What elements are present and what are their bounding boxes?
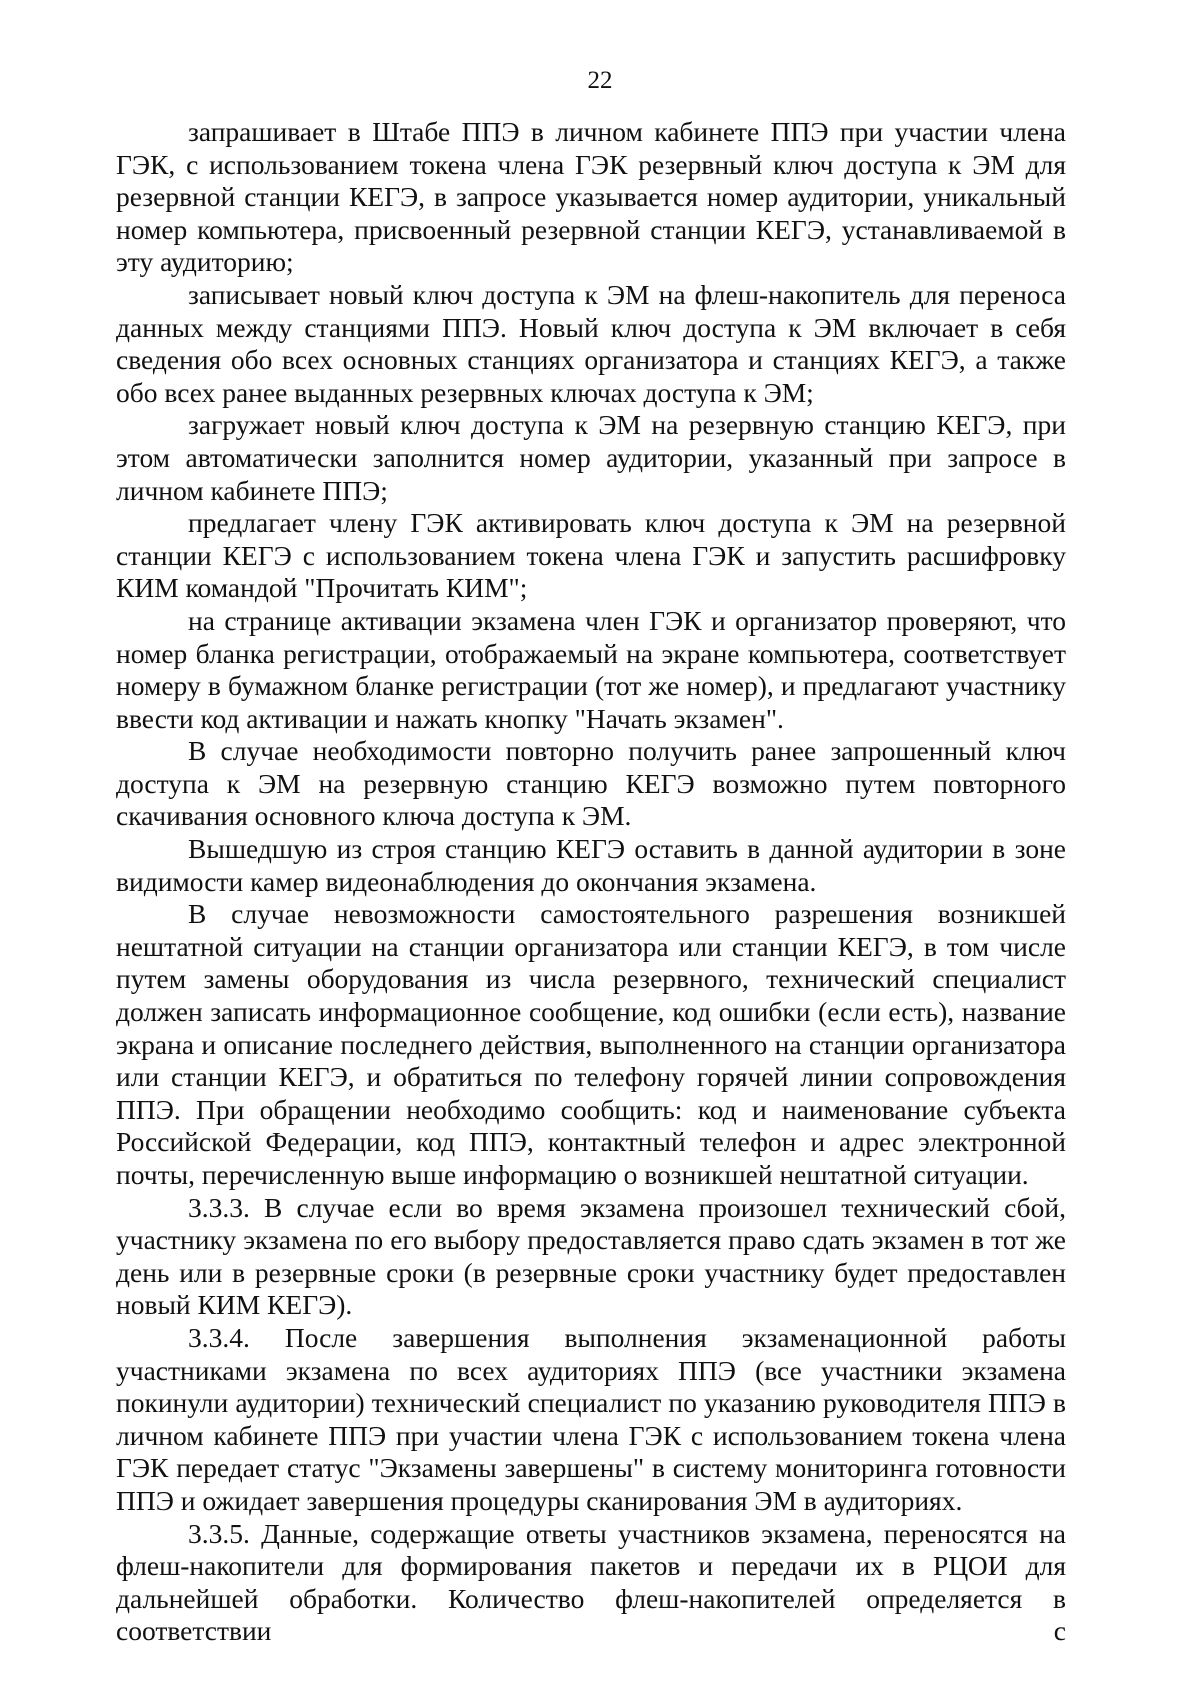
paragraph-repeat-key: В случае необходимости повторно получить ранее запрошенный ключ доступа к ЭМ на резервную станцию КЕГЭ возможно путем повторного скачивания основного ключа доступа к ЭМ. (116, 735, 1066, 832)
paragraph-3-3-3: 3.3.3. В случае если во время экзамена произошел технический сбой, участнику экзамена по его выбору предоставляется право сдать экзамен в тот же день или в резервные сроки (в резервные сроки участнику будет предоставлен новый КИМ КЕГЭ). (116, 1191, 1066, 1321)
paragraph-load-new-key: загружает новый ключ доступа к ЭМ на резервную станцию КЕГЭ, при этом автоматически заполнится номер аудитории, указанный при запросе в личном кабинете ППЭ; (116, 409, 1066, 506)
paragraph-3-3-5: 3.3.5. Данные, содержащие ответы участников экзамена, переносятся на флеш-накопители для формирования пакетов и передачи их в РЦОИ для дальнейшей обработки. Количество флеш-накопителей определяется в соответствии с (116, 1517, 1066, 1647)
paragraph-activate-key: предлагает члену ГЭК активировать ключ доступа к ЭМ на резервной станции КЕГЭ с использованием токена члена ГЭК и запустить расшифровку КИМ командой "Прочитать КИМ"; (116, 507, 1066, 604)
page-number: 22 (587, 67, 613, 94)
paragraph-activation-page: на странице активации экзамена член ГЭК и организатор проверяют, что номер бланка регистрации, отображаемый на экране компьютера, соответствует номеру в бумажном бланке регистрации (тот же номер), и предлагают участнику ввести код активации и нажать кнопку "Начать экзамен". (116, 604, 1066, 734)
document-body (116, 116, 1066, 1648)
paragraph-broken-station: Вышедшую из строя станцию КЕГЭ оставить в данной аудитории в зоне видимости камер видеонаблюдения до окончания экзамена. (116, 833, 1066, 897)
paragraph-write-new-key: записывает новый ключ доступа к ЭМ на флеш-накопитель для переноса данных между станциями ППЭ. Новый ключ доступа к ЭМ включает в себя сведения обо всех основных станциях организатора и станциях КЕГЭ, а также обо всех ранее выданных резервных ключах доступа к ЭМ; (116, 278, 1066, 408)
paragraph-emergency: В случае невозможности самостоятельного разрешения возникшей нештатной ситуации на станции организатора или станции КЕГЭ, в том числе путем замены оборудования из числа резервного, технический специалист должен записать информационное сообщение, код ошибки (если есть), название экрана и описание последнего действия, выполненного на станции организатора или станции КЕГЭ, и обратиться по телефону горячей линии сопровождения ППЭ. При обращении необходимо сообщить: код и наименование субъекта Российской Федерации, код ППЭ, контактный телефон и адрес электронной почты, перечисленную выше информацию о возникшей нештатной ситуации. (116, 898, 1066, 1190)
paragraph-request-reserve-key: запрашивает в Штабе ППЭ в личном кабинете ППЭ при участии члена ГЭК, с использованием токена члена ГЭК резервный ключ доступа к ЭМ для резервной станции КЕГЭ, в запросе указывается номер аудитории, уникальный номер компьютера, присвоенный резервной станции КЕГЭ, устанавливаемой в эту аудиторию; (116, 116, 1066, 278)
paragraph-3-3-4: 3.3.4. После завершения выполнения экзаменационной работы участниками экзамена по всех аудиториях ППЭ (все участники экзамена покинули аудитории) технический специалист по указанию руководителя ППЭ в личном кабинете ППЭ при участии члена ГЭК с использованием токена члена ГЭК передает статус "Экзамены завершены" в систему мониторинга готовности ППЭ и ожидает завершения процедуры сканирования ЭМ в аудиториях. (116, 1321, 1066, 1516)
